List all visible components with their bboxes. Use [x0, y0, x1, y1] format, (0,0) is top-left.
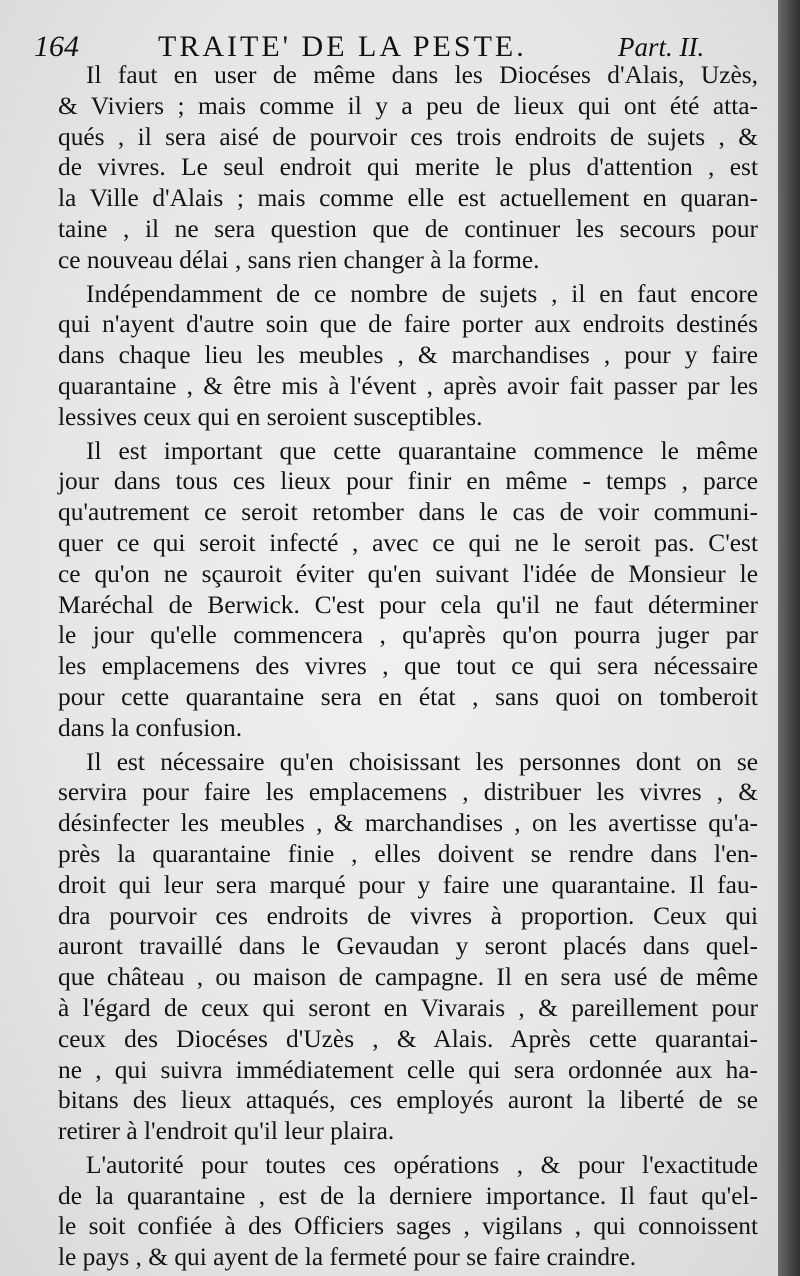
running-title: TRAITE' DE LA PESTE.	[158, 30, 527, 63]
text-line: de la quarantaine , est de la derniere importance. Il faut qu'el-	[58, 1181, 758, 1210]
text-line: lessives ceux qui en seroient susceptibles.	[58, 402, 483, 431]
text-line: ne , qui suivra immédiatement celle qui sera ordonnée aux ha-	[58, 1055, 758, 1084]
page-number: 164	[34, 30, 79, 63]
paragraph	[58, 436, 758, 744]
text-line: Il faut en user de même dans les Diocéses d'Alais, Uzès,	[86, 61, 758, 89]
part-label: Part. II.	[618, 32, 705, 62]
text-line: & Viviers ; mais comme il y a peu de lieux qui ont été atta-	[58, 91, 758, 120]
text-line: de vivres. Le seul endroit qui merite le plus d'attention , est	[58, 153, 758, 182]
text-line: servira pour faire les emplacemens , distribuer les vivres , &	[58, 778, 758, 807]
text-line: Il est nécessaire qu'en choisissant les personnes dont on se	[86, 747, 758, 776]
text-line: qu'autrement ce seroit retomber dans le cas de voir communi-	[58, 498, 758, 527]
text-line: les emplacemens des vivres , que tout ce qui sera nécessaire	[58, 652, 758, 681]
text-line: le soit confiée à des Officiers sages , vigilans , qui connoissent	[58, 1212, 758, 1241]
text-line: ceux des Diocéses d'Uzès , & Alais. Après cette quarantai-	[58, 1024, 758, 1053]
text-line: quarantaine , & être mis à l'évent , après avoir fait passer par les	[58, 371, 758, 400]
text-line: droit qui leur sera marqué pour y faire une quarantaine. Il fau-	[58, 870, 758, 899]
text-line: à l'égard de ceux qui seront en Vivarais , & pareillement pour	[58, 993, 758, 1022]
text-line: Indépendamment de ce nombre de sujets , il en faut encore	[86, 279, 758, 308]
text-line: ce qu'on ne sçauroit éviter qu'en suivant l'idée de Monsieur le	[58, 559, 758, 588]
text-line: que château , ou maison de campagne. Il en sera usé de même	[58, 963, 758, 992]
page-body	[58, 60, 758, 1276]
text-line: bitans des lieux attaqués, ces employés auront la liberté de se	[58, 1086, 758, 1115]
text-line: le pays , & qui ayent de la fermeté pour se faire craindre.	[58, 1243, 637, 1272]
text-line: quer ce qui seroit infecté , avec ce qui ne le seroit pas. C'est	[58, 528, 758, 557]
paragraph	[58, 747, 758, 1147]
text-line: taine , il ne sera question que de continuer les secours pour	[58, 214, 758, 243]
text-line: jour dans tous ces lieux pour finir en même - temps , parce	[58, 467, 758, 496]
text-line: retirer à l'endroit qu'il leur plaira.	[58, 1117, 395, 1146]
paragraph	[58, 279, 758, 433]
text-line: qui n'ayent d'autre soin que de faire porter aux endroits destinés	[58, 310, 758, 339]
text-line: ce nouveau délai , sans rien changer à la forme.	[58, 245, 540, 274]
text-line: Maréchal de Berwick. C'est pour cela qu'il ne faut déterminer	[58, 590, 758, 619]
text-line: Il est important que cette quarantaine commence le même	[86, 436, 758, 465]
paragraph	[58, 60, 758, 276]
text-line: la Ville d'Alais ; mais comme elle est actuellement en quaran-	[58, 184, 758, 213]
text-line: près la quarantaine finie , elles doivent se rendre dans l'en-	[58, 839, 758, 868]
text-line: pour cette quarantaine sera en état , sans quoi on tomberoit	[58, 682, 758, 711]
text-line: le jour qu'elle commencera , qu'après qu'on pourra juger par	[58, 621, 758, 650]
text-line: L'autorité pour toutes ces opérations , & pour l'exactitude	[86, 1150, 758, 1179]
text-line: qués , il sera aisé de pourvoir ces trois endroits de sujets , &	[58, 122, 758, 151]
text-line: dans la confusion.	[58, 713, 243, 742]
text-line: désinfecter les meubles , & marchandises , on les avertisse qu'a-	[58, 809, 758, 838]
text-line: dans chaque lieu les meubles , & marchandises , pour y faire	[58, 341, 758, 370]
text-line: dra pourvoir ces endroits de vivres à proportion. Ceux qui	[58, 901, 758, 930]
page-edge-shadow	[778, 0, 800, 1276]
text-line: auront travaillé dans le Gevaudan y seront placés dans quel-	[58, 932, 758, 961]
paragraph	[58, 1150, 758, 1273]
